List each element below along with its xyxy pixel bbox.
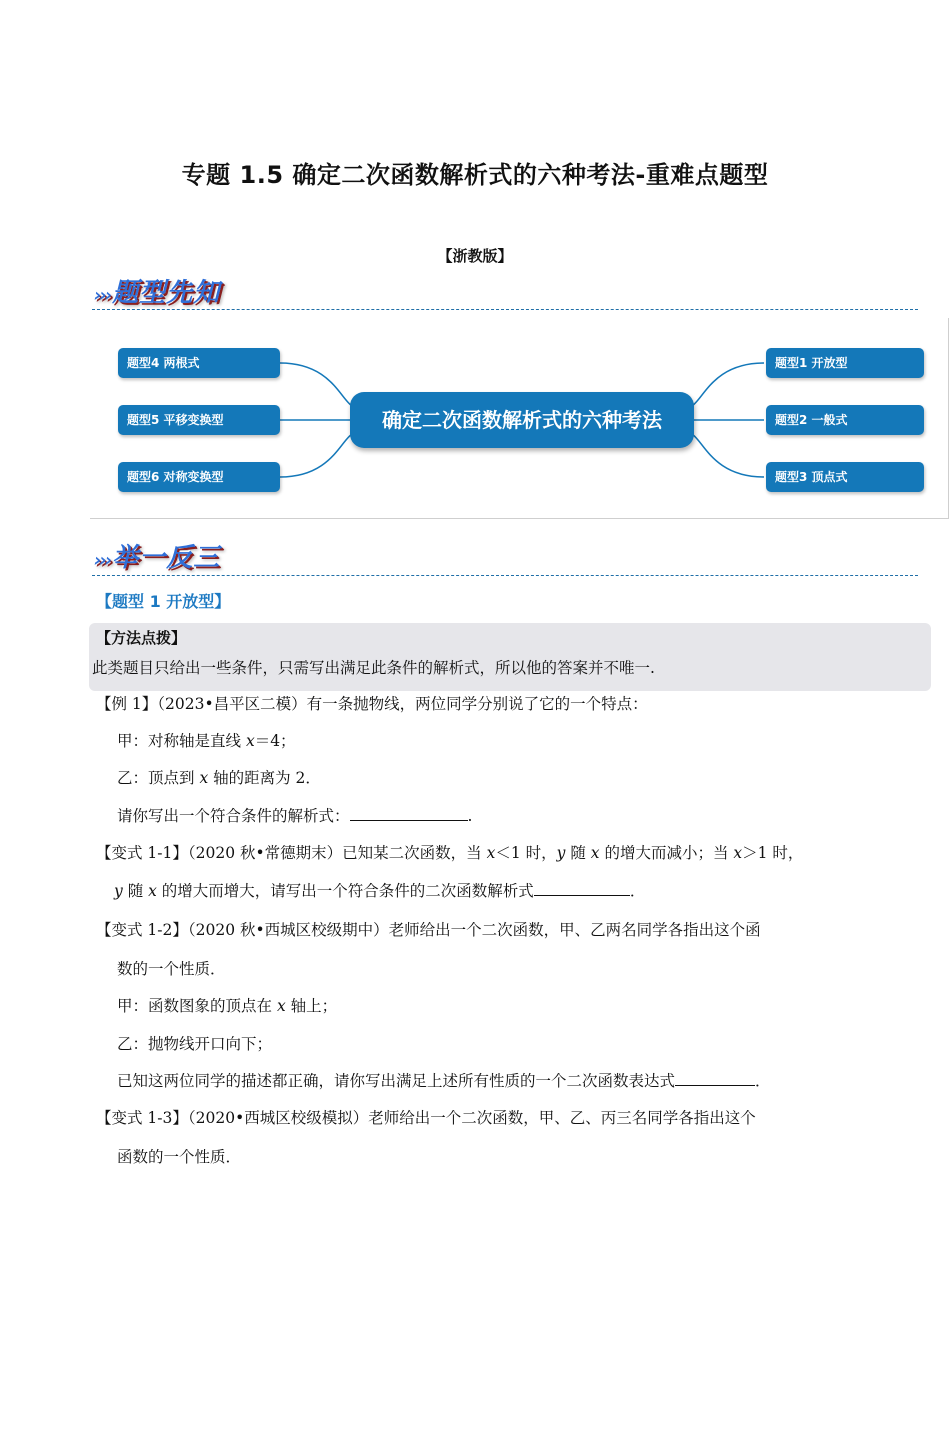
page-title: 专题 1.5 确定二次函数解析式的六种考法-重难点题型: [181, 161, 769, 189]
mindmap-node-type1: 题型1 开放型: [766, 348, 924, 378]
dashed-divider: [92, 575, 918, 576]
mindmap-node-type5: 题型5 平移变换型: [118, 405, 280, 435]
variant1-1-line2: y 随 x 的增大而增大，请写出一个符合条件的二次函数解析式 ．: [114, 882, 646, 900]
method-text: 此类题目只给出一些条件，只需写出满足此条件的解析式，所以他的答案并不唯一.: [92, 659, 655, 677]
connector-left-bottom: [280, 434, 352, 477]
banner-arrows-icon: ›››: [94, 285, 111, 306]
banner-practice: [94, 537, 220, 574]
variant1-2-ask: 已知这两位同学的描述都正确，请你写出满足上述所有性质的一个二次函数表达式 ．: [117, 1072, 771, 1090]
banner-text: 题型先知: [112, 278, 221, 308]
answer-blank: [534, 881, 630, 896]
banner-question-types: [94, 272, 220, 309]
mindmap-node-type3: 题型3 顶点式: [766, 462, 924, 492]
variant1-2-line2: 数的一个性质．: [117, 960, 226, 978]
type1-heading: 【题型 1 开放型】: [96, 592, 231, 611]
connector-left-top: [280, 363, 352, 406]
variant1-2-yi: 乙：抛物线开口向下；: [117, 1035, 273, 1053]
variant1-2-line1: 【变式 1-2】（2020 秋•西城区校级期中）老师给出一个二次函数，甲、乙两名同学各指出这个函: [96, 921, 761, 939]
dashed-divider: [92, 309, 918, 310]
mindmap-node-type6: 题型6 对称变换型: [118, 462, 280, 492]
banner-text: 举一反三: [112, 543, 221, 573]
variant1-1-line1: 【变式 1-1】（2020 秋•常德期末）已知某二次函数，当 x＜1 时，y 随 x 的增大而减小；当 x＞1 时，: [96, 844, 804, 862]
variant1-3-line2: 函数的一个性质．: [117, 1148, 242, 1166]
example1-ask: 请你写出一个符合条件的解析式： .: [117, 807, 473, 825]
example1-jia: 甲：对称轴是直线 x＝4；: [117, 732, 296, 750]
variant1-2-jia: 甲：函数图象的顶点在 x 轴上；: [117, 997, 338, 1015]
mindmap-center: 确定二次函数解析式的六种考法: [350, 392, 694, 448]
mindmap-node-type2: 题型2 一般式: [766, 405, 924, 435]
edition-label: 【浙教版】: [437, 247, 513, 265]
example1-yi: 乙：顶点到 x 轴的距离为 2．: [117, 769, 321, 787]
example1-lead: 【例 1】（2023•昌平区二模）有一条抛物线，两位同学分别说了它的一个特点：: [96, 695, 648, 713]
method-title: 【方法点拨】: [96, 629, 187, 647]
connector-right-top: [692, 363, 764, 406]
variant1-3-line1: 【变式 1-3】（2020•西城区校级模拟）老师给出一个二次函数，甲、乙、丙三名同学各指出这个: [96, 1109, 756, 1127]
banner-arrows-icon: ›››: [94, 550, 111, 571]
answer-blank: [350, 806, 468, 821]
connector-right-bottom: [692, 434, 764, 477]
mindmap-node-type4: 题型4 两根式: [118, 348, 280, 378]
answer-blank: [675, 1071, 755, 1086]
